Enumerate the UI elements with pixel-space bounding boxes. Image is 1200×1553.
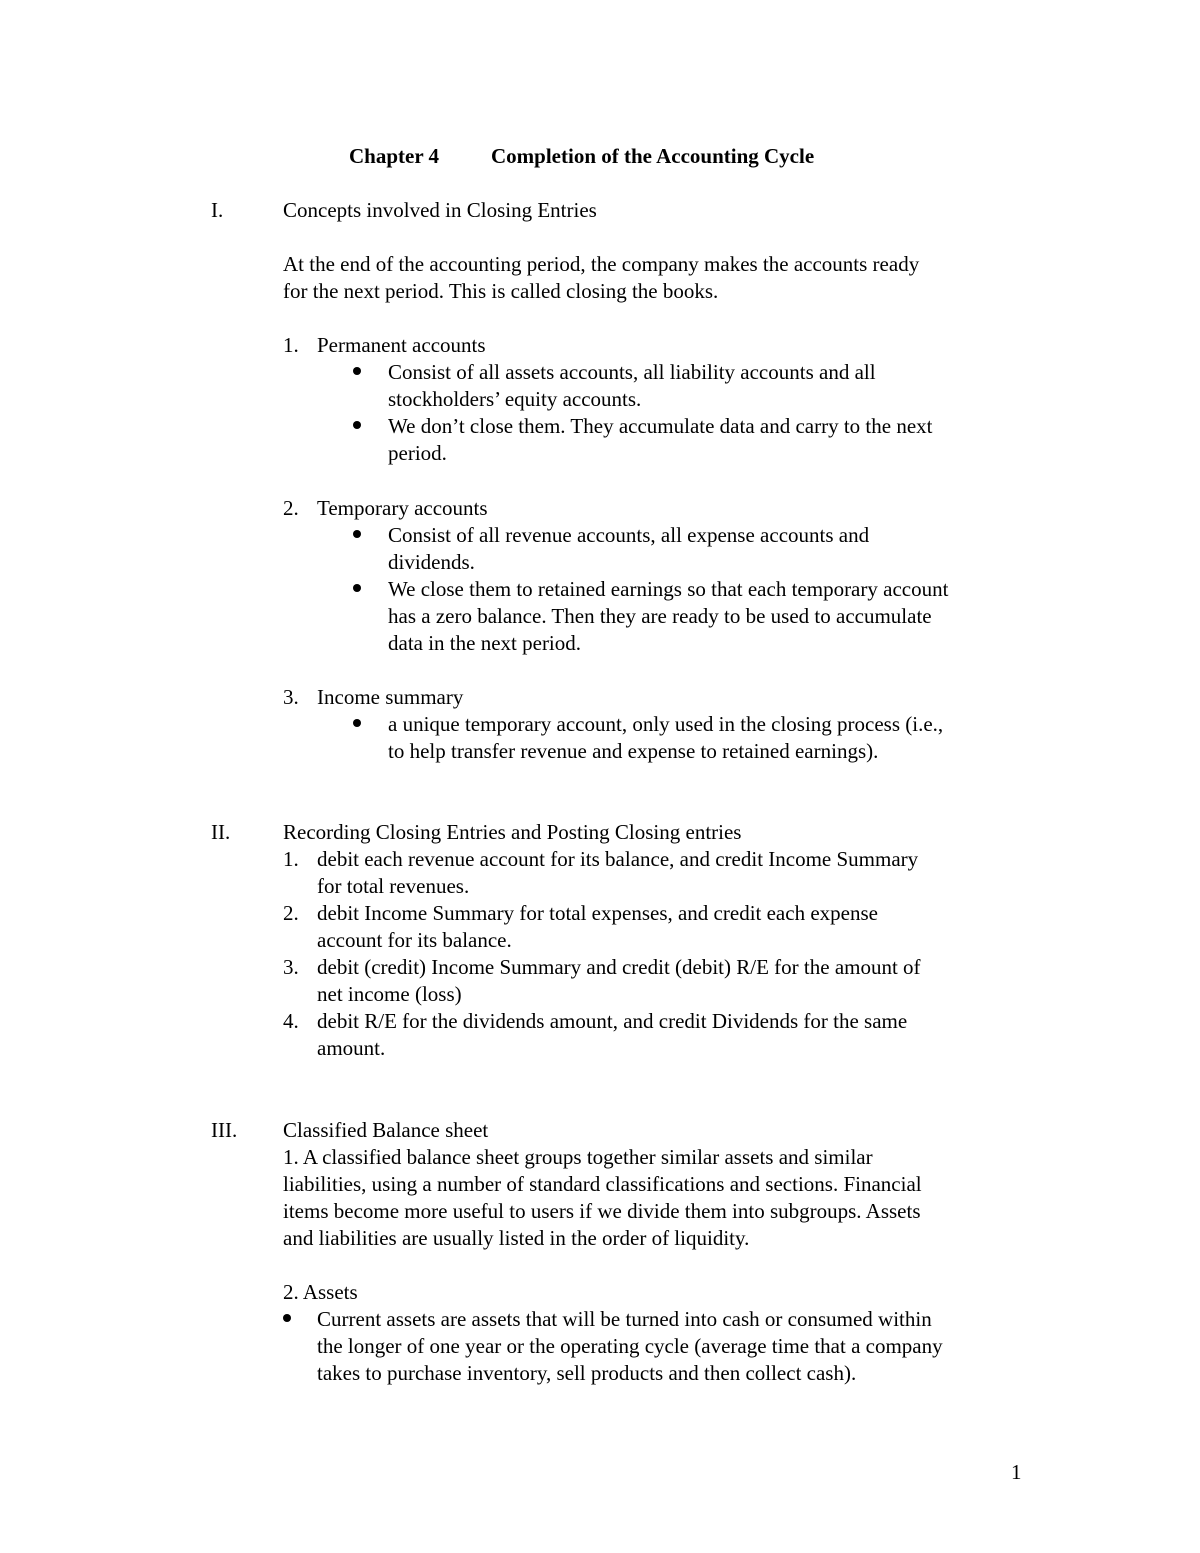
list-item: Consist of all revenue accounts, all expense accounts and dividends. [388, 523, 870, 574]
bullet-icon [353, 719, 361, 727]
list-label: Permanent accounts [317, 333, 486, 357]
section-heading: Classified Balance sheet [283, 1118, 489, 1142]
section-numeral: I. [211, 198, 224, 222]
list-item: a unique temporary account, only used in the closing process (i.e., to help transfer revenue and expense to retained earnings). [388, 712, 944, 763]
section-heading: Recording Closing Entries and Posting Closing entries [283, 820, 742, 844]
chapter-title [349, 143, 814, 170]
list-number: 3. [283, 685, 299, 709]
step-text: debit each revenue account for its balance, and credit Income Summary for total revenues. [317, 847, 919, 898]
step-text: debit Income Summary for total expenses, and credit each expense account for its balance. [317, 901, 878, 952]
list-item: We close them to retained earnings so that each temporary account has a zero balance. Then they are ready to be used to accumulate data in the next period. [388, 577, 949, 655]
step-number: 4. [283, 1009, 299, 1033]
bullet-icon [353, 367, 361, 375]
section-intro: At the end of the accounting period, the company makes the accounts ready for the next period. This is called closing the books. [283, 252, 920, 303]
list-label: Temporary accounts [317, 496, 488, 520]
page-number: 1 [1011, 1460, 1022, 1484]
chapter-number: Chapter 4 [349, 144, 440, 168]
step-number: 2. [283, 901, 299, 925]
list-number: 2. [283, 496, 299, 520]
step-text: debit R/E for the dividends amount, and credit Dividends for the same amount. [317, 1009, 908, 1060]
list-item: Current assets are assets that will be turned into cash or consumed within the longer of one year or the operating cycle (average time that a company takes to purchase inventory, sell products and then collect cash). [317, 1307, 943, 1385]
list-item: We don’t close them. They accumulate data and carry to the next period. [388, 414, 933, 465]
list-label: Income summary [317, 685, 464, 709]
bullet-icon [353, 584, 361, 592]
step-number: 1. [283, 847, 299, 871]
section-heading: Concepts involved in Closing Entries [283, 198, 597, 222]
step-number: 3. [283, 955, 299, 979]
list-item: Consist of all assets accounts, all liability accounts and all stockholders’ equity accounts. [388, 360, 876, 411]
list-number: 1. [283, 333, 299, 357]
chapter-name: Completion of the Accounting Cycle [491, 144, 815, 168]
bullet-icon [353, 421, 361, 429]
sub-heading: 2. Assets [283, 1280, 358, 1304]
step-text: debit (credit) Income Summary and credit (debit) R/E for the amount of net income (loss) [317, 955, 921, 1006]
bullet-icon [283, 1314, 291, 1322]
section-numeral: II. [211, 820, 231, 844]
section-paragraph: 1. A classified balance sheet groups together similar assets and similar liabilities, using a number of standard classifications and sections. Financial items become more useful to users if we divide them into subgroups. Assets and liabilities are usually listed in the order of liquidity. [283, 1145, 922, 1250]
section-numeral: III. [211, 1118, 238, 1142]
bullet-icon [353, 530, 361, 538]
